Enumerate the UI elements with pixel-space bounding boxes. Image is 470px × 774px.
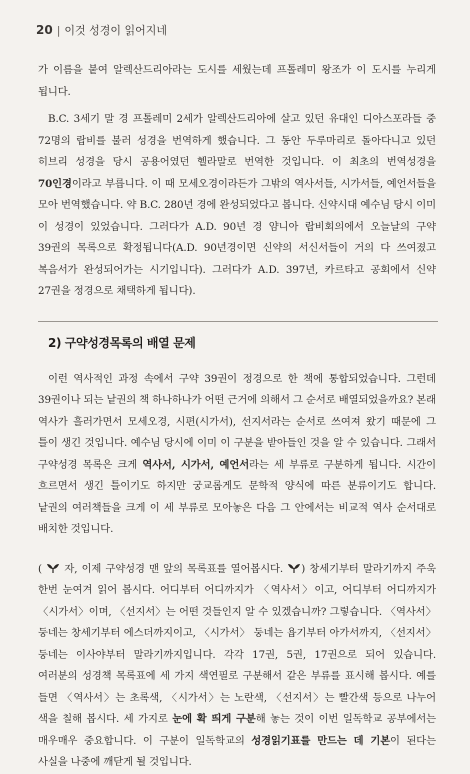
term-visible-division: 눈에 확 띄게 구분 [172, 713, 256, 725]
term-three-divisions: 역사서, 시가서, 예언서 [142, 458, 250, 471]
sprout-icon [46, 563, 60, 573]
page-body [38, 60, 436, 774]
page-number: 20 [36, 23, 53, 37]
running-header [36, 22, 167, 38]
sprout-icon [287, 563, 301, 573]
paragraph-arrangement: 이런 역사적인 과정 속에서 구약 39권이 정경으로 한 책에 통합되었습니다. 그런데 39권이나 되는 낱권의 책 하나하나가 어떤 근거에 의해서 그 순서로 배열되었을까요? 본래 역사가 흘러가면서 모세오경, 시편(시가서), 선지서라는 순서로 쓰여져 왔기 때문에 그 틀이 생긴 것입니다. 예수님 당시에 이미 이 구분을 받아들인 것을 알 수 있습니다. 그래서 구약성경 목록은 크게 역사서, 시가서, 예언서라는 세 부류로 구분하게 됩니다. 시간이 흐르면서 생긴 틀이기도 하지만 궁교롭게도 문학적 양식에 따른 분류이기도 합니다. 낱권의 여러책들을 크게 이 세 부류로 모아놓은 다음 그 안에서는 비교적 역사 순서대로 배치한 것입니다. [38, 372, 437, 535]
paragraph-continuation: 가 이름을 붙여 알렉산드리아라는 도시를 세웠는데 프톨레미 왕조가 이 도시를 누리게 됩니다. [38, 64, 436, 98]
paragraph-exercise: ( 자, 이제 구약성경 맨 앞의 목록표를 열어봅시다. ) 창세기부터 말라기까지 주욱 한번 눈여겨 읽어 봅시다. 어디부터 어디까지가 〈역사서〉이고, 어디부터 어디까지가 〈시가서〉이며, 〈선지서〉는 어떤 것들인지 알 수 있겠습니까? 그렇습니다. 〈역사서〉 둥네는 창세기부터 에스더까지이고, 〈시가서〉 둥네는 욥기부터 아가서까지, 〈선지서〉 둥네는 이사야부터 말라기까지입니다. 각각 17권, 5권, 17권으로 되어 있습니다. 여러분의 성경책 목록표에 세 가지 색연필로 구분해서 같은 부류를 표시해 봅시다. 예를 들면 〈역사서〉는 초록색, 〈시가서〉는 노란색, 〈선지서〉는 빨간색 등으로 나누어 색을 칠해 봅시다. 세 가지로 눈에 확 띄게 구분해 놓는 것이 이번 일독학교 공부에서는 매우매우 중요합니다. 이 구분이 일독학교의 성경읽기표를 만드는 데 기본이 된다는 사실을 나중에 깨닫게 될 것입니다. [38, 562, 436, 768]
section-heading: 2) 구약성경목록의 배열 문제 [48, 335, 196, 350]
section-divider [38, 321, 438, 322]
paragraph-septuagint: B.C. 3세기 말 경 프톨레미 2세가 알렉산드리아에 살고 있던 유대인 디아스포라들 중 72명의 랍비를 불러 성경을 번역하게 했습니다. 그 동안 두루마리로 돌아다니고 있던 히브리 성경을 당시 공용어였던 헬라말로 번역한 것입니다. 이 최초의 번역성경을 70인경이라고 부릅니다. 이 때 모세오경이라든가 그밖의 역사서들, 시가서들, 예언서들을 모아 번역했습니다. 약 B.C. 280년 경에 완성되었다고 봅니다. 신약시대 예수님 당시 이미 이 성경이 있었습니다. 그러다가 A.D. 90년 경 얌니아 랍비회의에서 오늘날의 구약 39권의 목록으로 확정됩니다(A.D. 90년경이면 신약의 서신서들이 거의 다 쓰여졌고 복음서가 완성되어가는 시기입니다). 그러다가 A.D. 397년, 카르타고 공회에서 신약 27권을 정경으로 채택하게 됩니다). [38, 113, 436, 297]
term-septuagint: 70인경 [38, 177, 72, 190]
running-title: 이것 성경이 읽어지네 [64, 24, 168, 37]
header-separator: | [56, 24, 61, 37]
term-reading-chart-basis: 성경읽기표를 만드는 데 기본 [251, 734, 391, 747]
